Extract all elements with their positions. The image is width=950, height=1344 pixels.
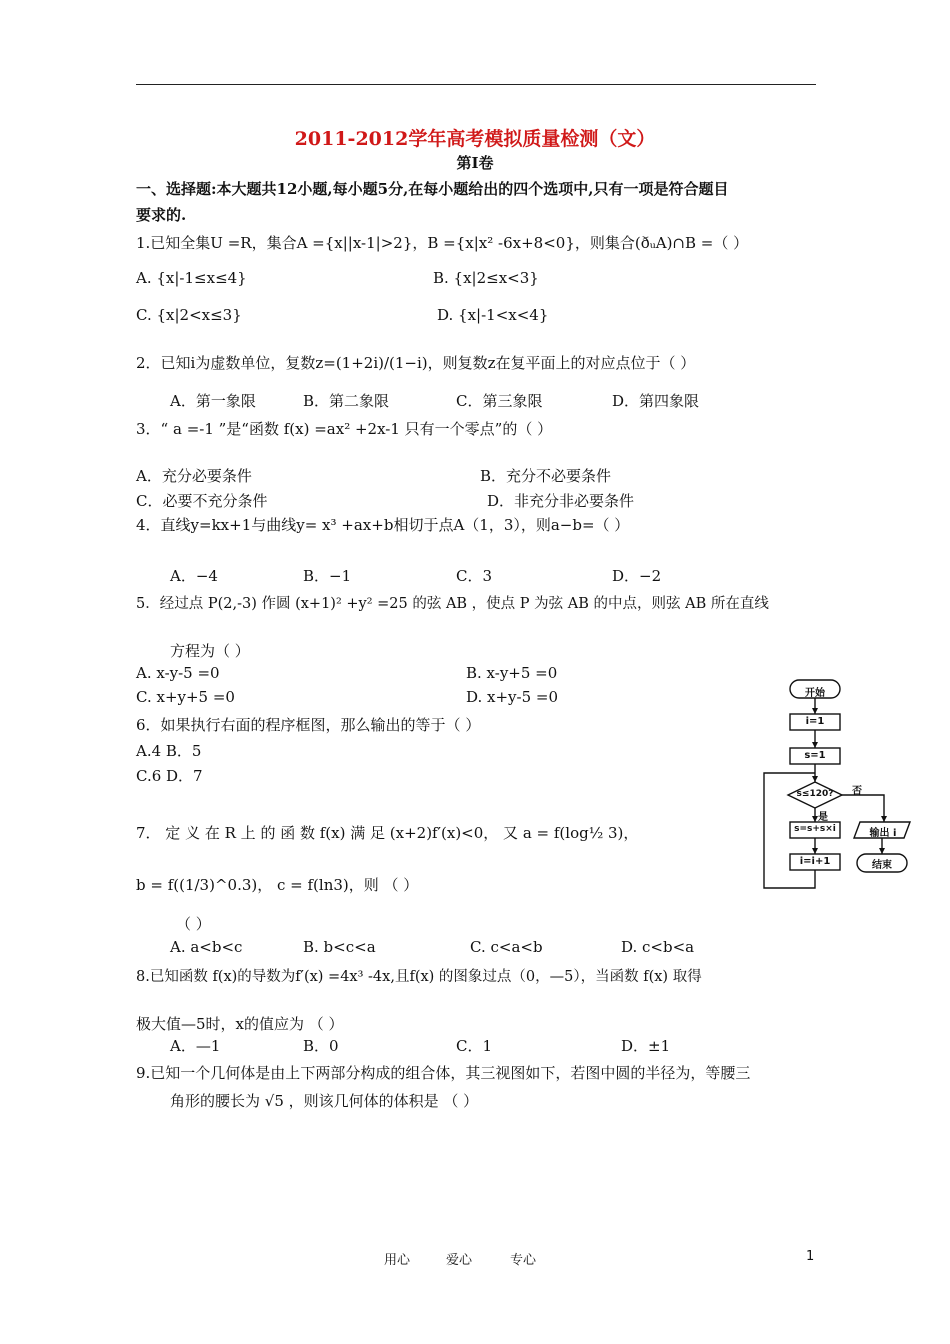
q8-option-b: B．0 — [303, 1037, 339, 1055]
question-8-stem-cont: 极大值—5时，x的值应为 （ ） — [136, 1015, 344, 1033]
question-8-stem: 8.已知函数 f(x)的导数为f′(x) =4x³ -4x,且f(x) 的图象过点（0，—5），当函数 f(x) 取得 — [136, 969, 702, 985]
q1-option-c: C. {x|2<x≤3} — [136, 306, 242, 324]
q5-option-b: B. x-y+5 =0 — [466, 664, 558, 682]
footer-middle: 爱心 — [446, 1253, 473, 1268]
q7-option-c: C. c<a<b — [470, 938, 543, 956]
q4-option-b: B．−1 — [303, 567, 352, 585]
q3-option-b: B．充分不必要条件 — [480, 467, 612, 485]
flow-update-s-label: s=s+s×i — [794, 824, 836, 834]
flow-update-i-label: i=i+1 — [799, 856, 831, 867]
question-3-stem: 3．“ a =-1 ”是“函数 f(x) =ax² +2x-1 只有一个零点”的（ ） — [136, 420, 553, 438]
question-7-stem: 7． 定 义 在 R 上 的 函 数 f(x) 满 足 (x+2)f′(x)<0， 又 a = f(log½ 3)， — [136, 824, 639, 842]
q4-option-d: D．−2 — [612, 567, 662, 585]
q2-option-b: B．第二象限 — [303, 392, 390, 410]
page-title: 2011-2012学年高考模拟质量检测（文） — [294, 128, 656, 150]
volume-label: 第Ⅰ卷 — [456, 154, 494, 172]
q3-option-d: D．非充分非必要条件 — [487, 492, 635, 510]
footer-right: 专心 — [510, 1253, 537, 1268]
q8-option-c: C．1 — [456, 1037, 493, 1055]
q4-option-c: C．3 — [456, 567, 493, 585]
q8-option-a: A．—1 — [170, 1037, 221, 1055]
flow-yes-label: 是 — [818, 812, 828, 823]
question-5-stem: 5．经过点 P(2,-3) 作圆 (x+1)² +y² =25 的弦 AB ，使点 P 为弦 AB 的中点，则弦 AB 所在直线 — [136, 596, 769, 612]
q2-option-d: D．第四象限 — [612, 392, 700, 410]
flow-no-label: 否 — [852, 786, 862, 797]
q7-option-d: D. c<b<a — [621, 938, 695, 956]
q1-option-b: B. {x|2≤x<3} — [433, 269, 539, 287]
q5-option-c: C. x+y+5 =0 — [136, 688, 235, 706]
q2-option-a: A．第一象限 — [170, 392, 256, 410]
q1-option-d: D. {x|-1<x<4} — [437, 306, 549, 324]
q5-option-a: A. x-y-5 =0 — [136, 664, 220, 682]
flow-end-label: 结束 — [872, 860, 892, 871]
flow-s-init-label: s=1 — [804, 750, 826, 761]
question-7-stem-cont: b = f((1/3)^0.3)， c = f(ln3)，则 （ ） — [136, 876, 419, 894]
q5-option-d: D. x+y-5 =0 — [466, 688, 559, 706]
question-9-stem: 9.已知一个几何体是由上下两部分构成的组合体，其三视图如下，若图中圆的半径为，等腰三 — [136, 1064, 751, 1082]
question-7-answer-paren: （ ） — [176, 915, 211, 933]
question-5-stem-cont: 方程为（ ） — [170, 642, 250, 660]
section-heading: 一、选择题:本大题共12小题,每小题5分,在每小题给出的四个选项中,只有一项是符合题目 — [136, 180, 729, 198]
q3-option-c: C．必要不充分条件 — [136, 492, 268, 510]
q8-option-d: D．±1 — [621, 1037, 671, 1055]
footer-left: 用心 — [384, 1253, 411, 1268]
q6-option-cd: C.6 D．7 — [136, 767, 203, 785]
section-heading-cont: 要求的. — [136, 206, 187, 224]
question-2-stem: 2．已知i为虚数单位，复数z=(1+2i)/(1−i)，则复数z在复平面上的对应点位于（ ） — [136, 354, 696, 372]
question-1-stem: 1.已知全集U =R，集合A ={x||x-1|>2}，B ={x|x² -6x+8<0}，则集合(ðᵤA)∩B =（ ） — [136, 234, 749, 252]
top-rule — [136, 84, 816, 85]
q6-option-ab: A.4 B．5 — [136, 742, 202, 760]
q7-option-a: A. a<b<c — [170, 938, 243, 956]
question-4-stem: 4．直线y=kx+1与曲线y= x³ +ax+b相切于点A（1，3），则a−b=（ ） — [136, 516, 630, 534]
q3-option-a: A．充分必要条件 — [136, 467, 252, 485]
flow-output-label: 输出 i — [869, 828, 897, 839]
flow-condition-label: s≤120? — [796, 789, 834, 799]
page-number: 1 — [806, 1249, 815, 1264]
flow-i-init-label: i=1 — [805, 716, 825, 727]
q2-option-c: C．第三象限 — [456, 392, 543, 410]
flow-start-label: 开始 — [805, 688, 825, 699]
question-6-stem: 6．如果执行右面的程序框图，那么输出的等于（ ） — [136, 716, 481, 734]
q7-option-b: B. b<c<a — [303, 938, 376, 956]
question-9-stem-cont: 角形的腰长为 √5 ，则该几何体的体积是 （ ） — [170, 1092, 479, 1110]
q1-option-a: A. {x|-1≤x≤4} — [136, 269, 247, 287]
q4-option-a: A．−4 — [170, 567, 218, 585]
